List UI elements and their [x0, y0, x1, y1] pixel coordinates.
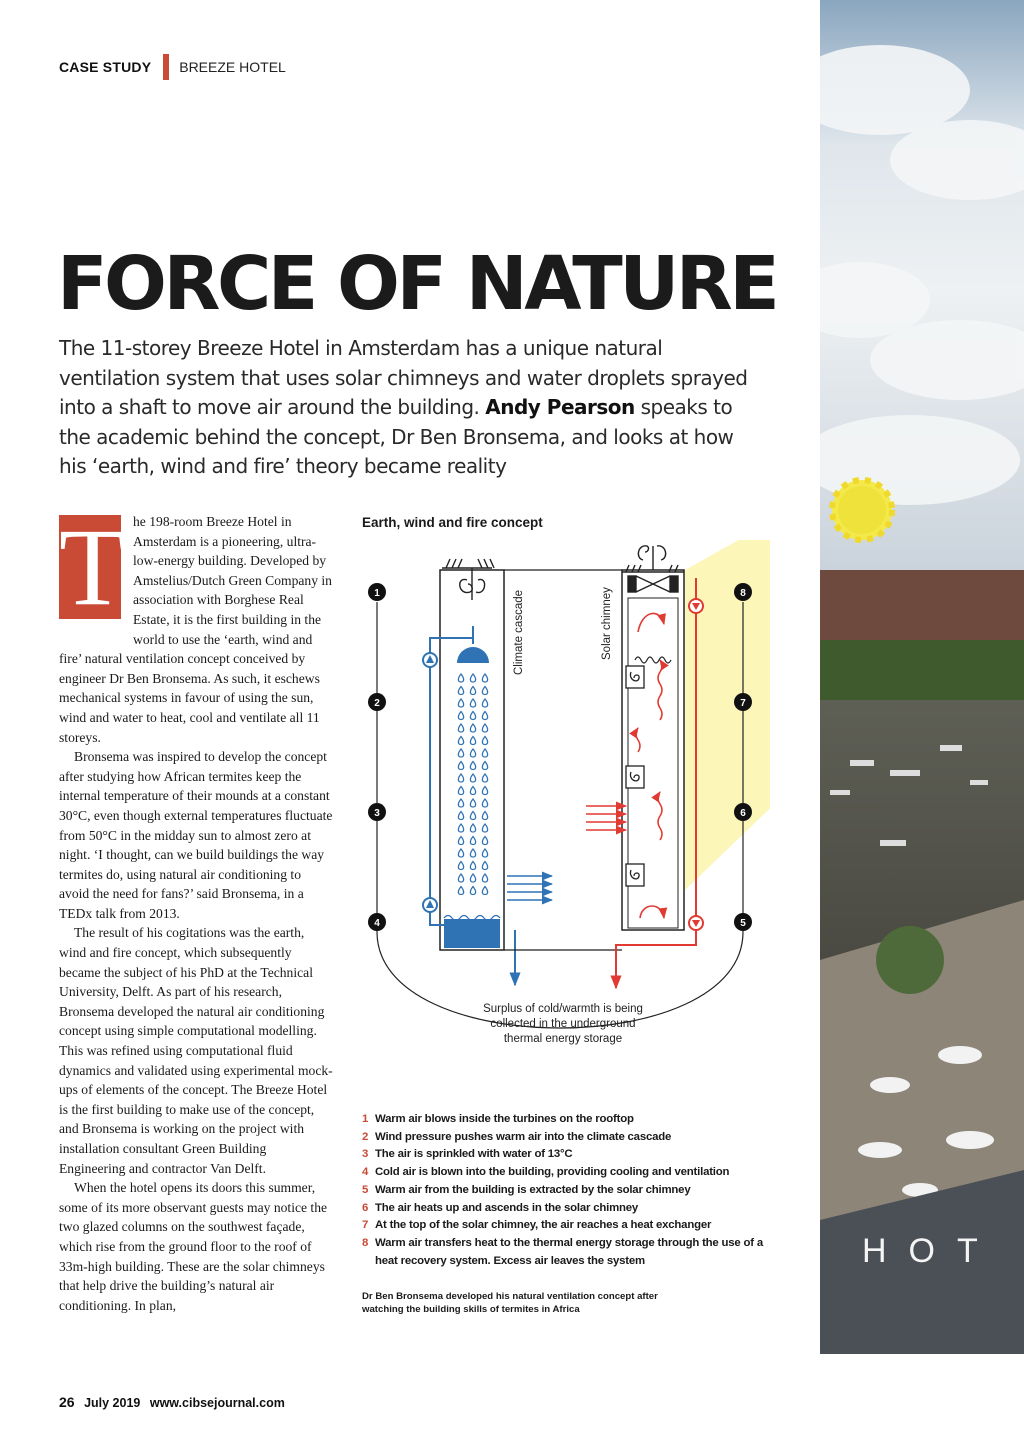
- body-paragraph: When the hotel opens its doors this summer, some of its more observant guests may notice the two glazed columns on the southwest façade, which rise from the ground floor to the roof of 33m-high building. These are the solar chimneys that help drive the building’s natural air conditioning. In plan,: [59, 1180, 328, 1313]
- hotel-sign-text: HOT: [862, 1232, 1000, 1270]
- svg-text:2: 2: [374, 698, 380, 709]
- storage-note-line: Surplus of cold/warmth is being: [483, 1003, 643, 1015]
- legend-item: 4 Cold air is blown into the building, providing cooling and ventilation: [362, 1166, 730, 1179]
- svg-text:8: 8: [740, 588, 746, 599]
- legend-item: 6 The air heats up and ascends in the solar chimney: [362, 1201, 639, 1214]
- section-label: CASE STUDY: [59, 59, 152, 75]
- standfirst-author: Andy Pearson: [485, 395, 635, 419]
- svg-text:6: 6: [740, 808, 746, 819]
- legend-item: 5 Warm air from the building is extracted by the solar chimney: [362, 1183, 691, 1196]
- water-basin: [444, 919, 500, 948]
- legend-item: 8 Warm air transfers heat to the thermal energy storage through the use of a heat recovery system. Excess air leaves the system: [362, 1236, 763, 1267]
- svg-text:4: 4: [374, 918, 380, 929]
- svg-text:7: 7: [740, 698, 746, 709]
- photo-caption: Dr Ben Bronsema developed his natural ventilation concept after watching the building skills of termites in Africa: [362, 1291, 658, 1315]
- standfirst-text: The 11-storey Breeze Hotel in Amsterdam has a unique natural ventilation system that uses solar chimneys and water droplets sprayed into a shaft to move air around the building.: [59, 336, 748, 419]
- step-marker: [734, 583, 752, 601]
- website-link[interactable]: www.cibsejournal.com: [149, 1396, 285, 1410]
- body-column: [59, 506, 333, 1315]
- valve-icon: [689, 916, 703, 930]
- valve-icon: [689, 599, 703, 613]
- sun-icon: [832, 480, 892, 540]
- tree: [876, 926, 944, 994]
- standfirst: [59, 334, 759, 482]
- kicker-divider: [163, 54, 169, 80]
- step-marker: [734, 913, 752, 931]
- svg-text:1: 1: [374, 588, 380, 599]
- body-paragraph: The result of his cogitations was the earth, wind and fire concept, which subsequently became the subject of his PhD at the Technical University, Delft. As part of his research, Bronsema developed the natural air conditioning concept using simple computational modelling. This was refined using computational fluid dynamics and validated using experimental mock-ups of elements of the concept. The Breeze Hotel is the first building to make use of the concept, and Bronsema is working on the project with installation consultant Green Building Engineering and contractor Van Delft.: [59, 925, 333, 1176]
- legend-item: 1 Warm air blows inside the turbines on the rooftop: [362, 1113, 634, 1125]
- section-kicker: [59, 56, 286, 78]
- ventilation-diagram: [360, 540, 770, 1060]
- step-marker: [734, 803, 752, 821]
- storage-note-line: thermal energy storage: [503, 1033, 623, 1045]
- legend-item: 7 At the top of the solar chimney, the air reaches a heat exchanger: [362, 1219, 712, 1232]
- diagram-legend: [362, 1111, 782, 1270]
- tree-line: [820, 640, 1024, 700]
- step-marker: [368, 583, 386, 601]
- legend-item: 2 Wind pressure pushes warm air into the climate cascade: [362, 1130, 672, 1143]
- page-number: 26: [59, 1394, 75, 1410]
- issue-date: July 2019: [84, 1396, 141, 1410]
- drop-cap: T: [59, 506, 127, 628]
- page-footer: [59, 1394, 285, 1410]
- hotel-photo: [820, 0, 1024, 1354]
- storage-note-line: collected in the underground: [490, 1018, 636, 1030]
- climate-cascade-label: Climate cascade: [513, 589, 525, 675]
- legend-item: 3 The air is sprinkled with water of 13°C: [362, 1148, 573, 1161]
- body-paragraph: he 198-room Breeze Hotel in Amsterdam is a pioneering, ultra-low-energy building. Developed by Amstelius/Dutch Green Company in association with Borghese Real Estate, it is the first building in the world to use the ‘earth, wind and fire’ natural ventilation concept conceived by engineer Dr Ben Bronsema. As such, it eschews mechanical systems in favour of using the sun, wind and water to heat, cool and ventilate all 11 storeys.: [59, 514, 332, 745]
- fan-icon: [626, 766, 644, 788]
- diagram-title: Earth, wind and fire concept: [362, 515, 543, 530]
- drop-cap-space: [59, 506, 133, 630]
- sunlight-beam: [685, 540, 770, 890]
- step-marker: [368, 913, 386, 931]
- fan-icon: [626, 666, 644, 688]
- cold-air-arrows: [507, 876, 552, 900]
- solar-chimney-label: Solar chimney: [601, 587, 613, 660]
- warm-air-arrows: [586, 806, 626, 830]
- step-marker: [734, 693, 752, 711]
- svg-text:5: 5: [740, 918, 746, 929]
- pump-icon: [423, 898, 437, 912]
- pump-icon: [423, 653, 437, 667]
- subsection-label: BREEZE HOTEL: [179, 59, 286, 75]
- step-marker: [368, 803, 386, 821]
- svg-text:3: 3: [374, 808, 380, 819]
- step-marker: [368, 693, 386, 711]
- headline: FORCE OF NATURE: [57, 241, 777, 327]
- fan-icon: [626, 864, 644, 886]
- standfirst-text-after: speaks to the academic behind the concept, Dr Ben Bronsema, and looks at how his ‘earth, wind and fire’ theory became reality: [59, 395, 734, 478]
- body-paragraph: Bronsema was inspired to develop the concept after studying how African termites keep the internal temperature of their mounds at a constant 30°C, even though external temperatures fluctuate from 50°C in the midday sun to almost zero at night. ‘I thought, can we build buildings the way termites do, using natural air conditioning to avoid the need for fans?’ said Bronsema, in a TEDx talk from 2013.: [59, 749, 333, 921]
